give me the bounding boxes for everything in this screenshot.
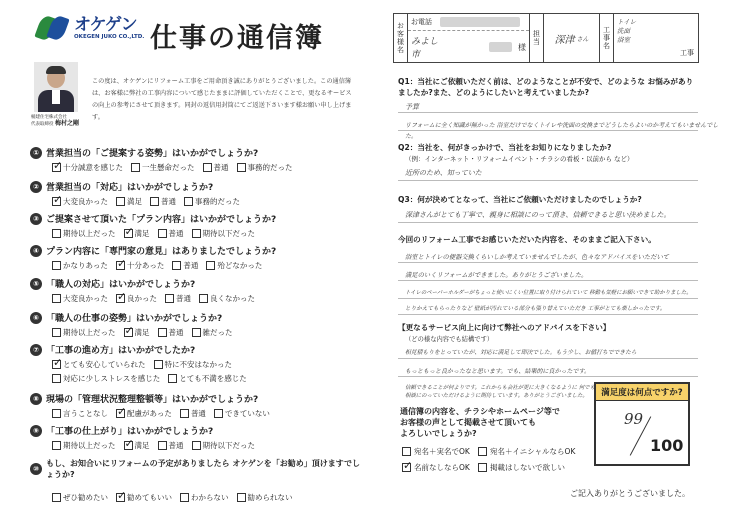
greeting-text: この度は、オケゲンにリフォーム工事をご用命頂き誠にありがとうございました。この通信簿は、お客様に弊社の工事内容について感じたままに評価していただくことで、更なるサービスの向上の参考にさせて頂きます。同封の返信用封筒にてご返送下さいます様お願い申し上げます。 [92, 78, 352, 121]
answer-option[interactable] [203, 162, 229, 173]
option-label: 言うことなし [63, 409, 108, 418]
question-number: ① [30, 147, 42, 159]
publish-option-label: 宛名＋イニシャルならOK [490, 447, 576, 456]
question-text: ご提案させて頂いた「プラン内容」はいかがでしょうか? [46, 215, 277, 225]
answer-option[interactable] [192, 327, 233, 338]
question-text: 営業担当の「対応」はいかがでしょうか? [46, 183, 214, 193]
publish-option-label: 掲載はしないで欲しい [490, 463, 565, 472]
answer-option[interactable] [154, 359, 233, 370]
checkbox[interactable] [116, 197, 125, 206]
option-label: 配慮があった [127, 409, 172, 418]
option-label: 対応に少しストレスを感じた [63, 374, 161, 383]
checkbox[interactable] [199, 294, 208, 303]
score-title: 満足度は何点ですか? [596, 384, 688, 401]
checkbox[interactable] [402, 447, 411, 456]
survey-question [30, 311, 365, 338]
option-label: かなりあった [63, 261, 108, 270]
answer-option[interactable] [150, 196, 176, 207]
question-text: 営業担当の「ご提案する姿勢」はいかがでしょうか? [46, 149, 259, 159]
survey-question [30, 277, 365, 304]
question-number: ② [30, 181, 42, 193]
option-label: 良くなかった [210, 294, 255, 303]
answer-1-line1: 予算 [405, 103, 419, 111]
checkbox[interactable] [203, 163, 212, 172]
checkbox[interactable] [52, 493, 61, 502]
logo-name: オケゲン [74, 15, 137, 35]
question-2: Q2：当社を、何がきっかけで、当社をお知りになりましたか? [398, 143, 612, 152]
logo-leaf-icon [36, 14, 70, 42]
checkbox[interactable] [168, 374, 177, 383]
option-label: とても不満を感じた [179, 374, 247, 383]
question-5: 【更なるサービス向上に向けて弊社へのアドバイスを下さい】 [398, 323, 611, 332]
redacted-name [489, 42, 512, 52]
option-label: 普通 [168, 328, 184, 337]
answer-5-line2: もっともっと良かったなと思います。でも、結果的に良かったです。 [405, 368, 591, 375]
checkbox[interactable] [165, 294, 174, 303]
option-label: 普通 [168, 441, 184, 450]
option-label: 大変良かった [63, 197, 108, 206]
answer-option[interactable] [116, 492, 172, 503]
answer-option[interactable] [52, 293, 108, 304]
president-photo [34, 62, 78, 112]
company-name: 桶建住宅株式会社 [31, 115, 67, 120]
answer-option[interactable] [52, 492, 108, 503]
tanto-name: 深津 [554, 34, 575, 46]
answer-option[interactable] [52, 359, 146, 370]
option-label: とても安心していられた [63, 360, 146, 369]
answer-option[interactable] [124, 440, 150, 451]
option-label: 事務的だった [247, 163, 293, 172]
tanto-label: 担当 [530, 14, 544, 62]
president-name: 梅村之剛 [54, 120, 79, 127]
publish-option-label: 名前なしならOK [414, 463, 470, 472]
survey-question [30, 180, 365, 207]
score-max: 100 [650, 436, 684, 455]
option-label: わからない [191, 493, 229, 502]
checkbox[interactable] [237, 163, 246, 172]
answer-option[interactable] [124, 228, 150, 239]
answer-option[interactable] [116, 408, 172, 419]
answer-option[interactable] [52, 408, 108, 419]
answer-option[interactable] [168, 373, 247, 384]
answer-option[interactable] [180, 492, 229, 503]
survey-question [30, 146, 365, 173]
checkbox[interactable] [184, 197, 193, 206]
publish-question-line: お客様の声として掲載させて頂いても [400, 418, 536, 427]
checkbox[interactable] [158, 328, 167, 337]
answer-option[interactable] [180, 408, 206, 419]
checkbox-checked[interactable] [124, 229, 133, 238]
checkbox-checked[interactable] [116, 493, 125, 502]
checkbox[interactable] [172, 261, 181, 270]
question-number: ④ [30, 245, 42, 257]
answer-option[interactable] [237, 492, 293, 503]
option-label: 事務的だった [195, 197, 240, 206]
checkbox[interactable] [478, 447, 487, 456]
page-title: 仕事の通信簿 [150, 23, 324, 54]
answer-option[interactable] [237, 162, 293, 173]
question-heading [30, 212, 365, 225]
answer-3: 深津さんがとても丁寧で、親身に相談にのって頂き、信頼できると思い決めました。 [405, 211, 671, 219]
checkbox-checked[interactable] [124, 441, 133, 450]
checkbox[interactable] [206, 261, 215, 270]
publish-option[interactable] [478, 446, 575, 457]
option-label: 普通 [213, 163, 229, 172]
option-label: 十分あった [126, 261, 165, 270]
question-number: ③ [30, 213, 42, 225]
answer-option[interactable] [199, 293, 255, 304]
checkbox[interactable] [52, 409, 61, 418]
checkbox[interactable] [154, 360, 163, 369]
checkbox[interactable] [131, 163, 140, 172]
question-text: 「職人の対応」はいかがでしょうか? [46, 280, 196, 290]
option-label: 期待以下だった [202, 441, 255, 450]
company-logo [36, 14, 144, 42]
checkbox[interactable] [52, 328, 61, 337]
question-heading [30, 311, 365, 324]
publish-option[interactable] [478, 462, 565, 473]
checkbox[interactable] [192, 229, 201, 238]
question-3: Q3：何が決めてとなって、当社にご依頼いただけましたのでしょうか? [398, 195, 642, 204]
answer-option[interactable] [116, 293, 157, 304]
publish-option-label: 宛名＋実名でOK [414, 447, 470, 456]
answer-1-line2: リフォームに全く知識が無かった 浴室だけでなくトイレや洗面の交換までどうしたらよいのか考えてもいませんでした。 [405, 122, 719, 140]
customer-address: みよし市 [411, 37, 439, 60]
question-2-examples: （例：インターネット・リフォームイベント・チラシの看板・以前から など） [405, 155, 634, 163]
option-label: 期待以上だった [63, 441, 116, 450]
question-text: 現場の「管理状況整理整頓等」はいかがでしょうか? [46, 395, 259, 405]
koji-suffix: 工事 [680, 49, 694, 57]
publish-option[interactable] [402, 462, 470, 473]
publish-question [400, 406, 590, 439]
answer-option[interactable] [206, 260, 262, 271]
option-label: できていない [224, 409, 270, 418]
question-heading [30, 458, 365, 480]
option-label: 期待以上だった [63, 229, 116, 238]
answer-4-line1: 浴室とトイレの便器交換くらいしか考えていませんでしたが、色々なアドバイスをいただいて [405, 254, 669, 261]
answer-option[interactable] [52, 373, 160, 384]
question-number: ⑨ [30, 425, 42, 437]
question-heading [30, 180, 365, 193]
checkbox-checked[interactable] [116, 261, 125, 270]
option-label: 殆どなかった [217, 261, 263, 270]
redacted-phone [440, 17, 520, 27]
answer-option[interactable] [116, 196, 142, 207]
checkbox-checked[interactable] [52, 360, 61, 369]
option-label: 特に不安はなかった [164, 360, 232, 369]
question-5-sub: （どの様な内容でも結構です） [405, 336, 494, 343]
option-label: 普通 [190, 409, 206, 418]
question-heading [30, 392, 365, 405]
thanks-text: ご記入ありがとうございました。 [570, 489, 690, 498]
checkbox-checked[interactable] [116, 409, 125, 418]
checkbox-checked[interactable] [402, 463, 411, 472]
answer-4-line4: とりかえてもらったりなど 壁紙が汚れている部分も張り替えていただき 工事がとても楽しかったです。 [405, 306, 666, 312]
question-heading [30, 424, 365, 437]
checkbox[interactable] [52, 229, 61, 238]
tanto-suffix: さん [576, 35, 589, 43]
survey-question [30, 244, 365, 271]
answer-option[interactable] [131, 162, 195, 173]
answer-option[interactable] [158, 327, 184, 338]
checkbox[interactable] [237, 493, 246, 502]
survey-question [30, 343, 365, 384]
checkbox-checked[interactable] [116, 294, 125, 303]
checkbox[interactable] [180, 409, 189, 418]
checkbox-checked[interactable] [124, 328, 133, 337]
checkbox[interactable] [52, 441, 61, 450]
koji-item: 洗面 [617, 27, 630, 35]
answer-option[interactable] [52, 196, 108, 207]
question-1: Q1：当社にご依頼いただく前は、どのようなことが不安で、どのような お悩みがありましたか?また、どのようにしたいと考えていましたか? [398, 77, 694, 97]
question-number: ⑥ [30, 312, 42, 324]
option-label: 普通 [168, 229, 184, 238]
question-text: 「工事の仕上がり」はいかがでしょうか? [46, 427, 214, 437]
question-heading [30, 244, 365, 257]
score-value: 99 [624, 410, 644, 428]
customer-header [393, 13, 699, 63]
checkbox[interactable] [150, 197, 159, 206]
checkbox[interactable] [192, 441, 201, 450]
option-label: 普通 [176, 294, 191, 303]
question-text: 「工事の進め方」はいかがでしたか? [46, 346, 196, 356]
question-text: もし、お知合いにリフォームの予定がありましたら オケゲンを「お勧め」頂けますでしょうか? [46, 459, 360, 479]
publish-question-line: よろしいでしょうか? [400, 429, 477, 438]
option-label: 良かった [127, 294, 157, 303]
checkbox[interactable] [52, 374, 61, 383]
checkbox[interactable] [158, 441, 167, 450]
answer-option[interactable] [184, 196, 240, 207]
question-text: 「職人の仕事の姿勢」はいかがでしょうか? [46, 314, 223, 324]
answer-4-line2: 満足のいくリフォームができました。ありがとうございました。 [405, 272, 588, 279]
answer-option[interactable] [165, 293, 191, 304]
koji-item: 浴室 [617, 36, 630, 44]
answer-option[interactable] [158, 440, 184, 451]
answer-option[interactable] [214, 408, 270, 419]
question-number: ⑦ [30, 344, 42, 356]
answer-option[interactable] [52, 162, 123, 173]
question-number: ⑩ [30, 463, 42, 475]
question-number: ⑤ [30, 278, 42, 290]
answer-5-line3: 信頼できることが何よりです。これからも会社が更に大きくなるように 何でも相談にのっていただけるように期待しています。ありがとうございました。 [405, 385, 595, 399]
question-number: ⑧ [30, 393, 42, 405]
sama-label: 様 [518, 42, 526, 52]
phone-label: お電話 [411, 18, 432, 26]
checkbox-checked[interactable] [52, 163, 61, 172]
survey-question [30, 458, 365, 503]
question-4: 今回のリフォーム工事でお感じいただいた内容を、そのままご記入下さい。 [398, 235, 656, 244]
answer-4-line3: トイレのペーパーホルダーがちょっと使いにくい位置に取り付けられていて 移動も気軽にお願いできて助かりました。 [405, 290, 692, 296]
question-heading [30, 146, 365, 159]
survey-question [30, 212, 365, 239]
option-label: 満足 [134, 229, 150, 238]
survey-question [30, 392, 365, 419]
question-text: プラン内容に「専門家の意見」はありましたでしょうか? [46, 247, 277, 257]
answer-option[interactable] [52, 260, 108, 271]
president-caption [31, 115, 79, 128]
answer-2: 近所のため、知っていた [405, 169, 482, 177]
question-heading [30, 277, 365, 290]
publish-question-line: 通信簿の内容を、チラシやホームページ等で [400, 407, 560, 416]
answer-option[interactable] [158, 228, 184, 239]
option-label: 十分誠意を感じた [63, 163, 123, 172]
answer-option[interactable] [172, 260, 198, 271]
answer-option[interactable] [52, 440, 116, 451]
checkbox-checked[interactable] [52, 197, 61, 206]
answer-option[interactable] [52, 228, 116, 239]
survey-question [30, 424, 365, 451]
logo-sub: OKEGEN JUKO CO.,LTD. [74, 34, 145, 40]
option-label: 期待以下だった [202, 229, 255, 238]
checkbox[interactable] [192, 328, 201, 337]
answer-option[interactable] [116, 260, 164, 271]
publish-option[interactable] [402, 446, 470, 457]
option-label: 一生懸命だった [142, 163, 195, 172]
option-label: 普通 [183, 261, 199, 270]
customer-label: お客様名 [394, 14, 408, 62]
option-label: 満足 [134, 441, 150, 450]
option-label: 満足 [127, 197, 142, 206]
president-role: 代表取締役 [31, 122, 54, 127]
checkbox[interactable] [158, 229, 167, 238]
answer-option[interactable] [52, 327, 116, 338]
answer-5-line1: 相見積もりをとっていたが、対応に満足して即決でした。もう少し、お値打ちでできたら [405, 350, 637, 356]
option-label: 満足 [134, 328, 150, 337]
option-label: 勧められない [247, 493, 293, 502]
koji-label: 工事名 [600, 14, 614, 62]
checkbox[interactable] [180, 493, 189, 502]
question-heading [30, 343, 365, 356]
option-label: 勧めてもいい [127, 493, 172, 502]
option-label: 期待以上だった [63, 328, 116, 337]
checkbox[interactable] [214, 409, 223, 418]
option-label: 大変良かった [63, 294, 108, 303]
koji-item: トイレ [617, 18, 637, 26]
option-label: 普通 [161, 197, 176, 206]
answer-option[interactable] [192, 228, 256, 239]
answer-option[interactable] [192, 440, 256, 451]
checkbox[interactable] [478, 463, 487, 472]
checkbox[interactable] [52, 261, 61, 270]
answer-option[interactable] [124, 327, 150, 338]
checkbox[interactable] [52, 294, 61, 303]
option-label: ぜひ勧めたい [63, 493, 108, 502]
option-label: 雑だった [202, 328, 233, 337]
satisfaction-score-box [594, 382, 690, 466]
